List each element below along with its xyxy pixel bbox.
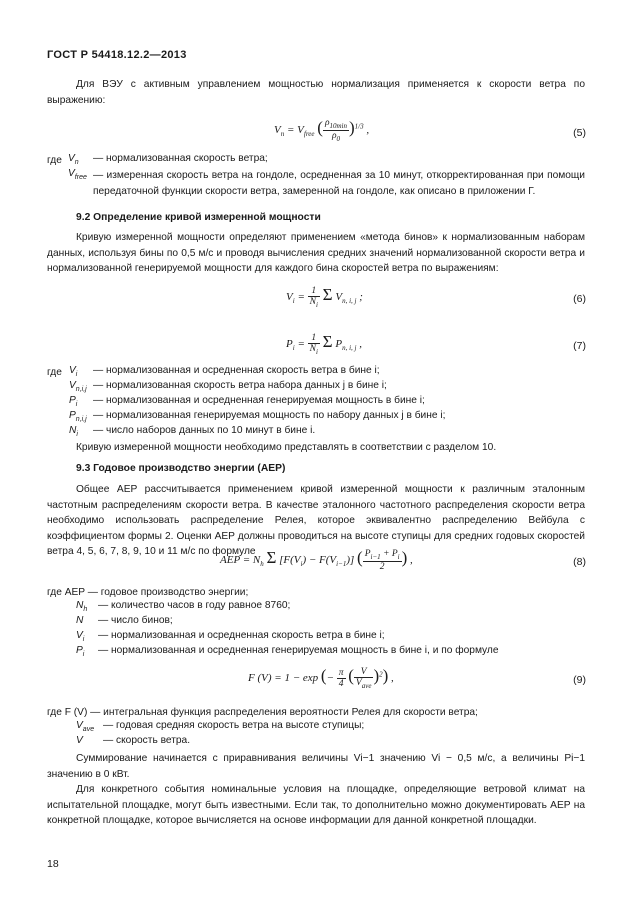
equation-9: F (V) = 1 − exp (− $\frac{\pi}{4}$ ( $\frac{V}{V_{ave}}$ )$^2$) , bbox=[248, 666, 394, 690]
section-9-3-paragraph: Общее AEP рассчитывается применением кривой измеренной мощности к различным эталонным частотным распределениям скорости ветра. В качестве эталонного частотного распределения скорости ветра необходимо использовать распределение Релея, которое эквивалентно распределению Вейбула с коэффициентом формы 2. Оценки AEP должны проводиться на высоте ступицы для средних годовых скоростей ветра 4, 5, 6, 7, 8, 9, 10 и 11 м/с по формуле bbox=[47, 484, 585, 557]
where-label-2: где bbox=[47, 367, 62, 378]
equation-7-number: (7) bbox=[573, 340, 586, 352]
where2-item-0: — нормализованная и осредненная скорость ветра в бине i; bbox=[93, 365, 380, 376]
section-9-2-heading: 9.2 Определение кривой измеренной мощности bbox=[76, 212, 321, 223]
symbol-v: V bbox=[76, 735, 83, 746]
where-label-1: где bbox=[47, 155, 62, 166]
symbol-pi-2: $P_i$ bbox=[76, 645, 85, 659]
equation-5-number: (5) bbox=[573, 127, 586, 139]
where2-item-4: — число наборов данных по 10 минут в бине i. bbox=[93, 425, 316, 436]
where2-item-1: — нормализованная скорость ветра набора данных j в бине i; bbox=[93, 380, 387, 391]
equation-6: $V_i$ = $\frac{1}{N_i}$ Σ $V_{n, i, j}$ ; bbox=[286, 285, 363, 309]
where4-item-0: — годовая средняя скорость ветра на высоте ступицы; bbox=[103, 720, 365, 731]
symbol-n: N bbox=[76, 615, 84, 626]
section-9-3-heading: 9.3 Годовое производство энергии (AEP) bbox=[76, 463, 286, 474]
where3-item-2: — нормализованная и осредненная скорость ветра в бине i; bbox=[98, 630, 385, 641]
section-9-2-paragraph: Кривую измеренной мощности определяют применением «метода бинов» к нормализованным наборам данных, используя бины по 0,5 м/с и проводя вычисления средних значений нормализованной скорости ветра и нормализованной генерируемой мощности для каждого бина скоростей ветра по выражениям: bbox=[47, 232, 585, 274]
symbol-ni: $N_i$ bbox=[69, 425, 78, 439]
where3-head: где AEP — годовое производство энергии; bbox=[47, 587, 249, 598]
intro-paragraph: Для ВЭУ с активным управлением мощностью нормализация применяется к скорости ветра по выражению: bbox=[47, 79, 585, 106]
symbol-vi: $V_i$ bbox=[69, 365, 78, 379]
page-number: 18 bbox=[47, 858, 59, 870]
final-paragraph: Для конкретного события номинальные условия на площадке, определяющие ветровой климат на испытательной площадке, могут быть известными. Если так, то дополнительно можно документировать AEP на конкретной площадке, которое вычисляется на основе информации для данной конкретной площадки. bbox=[47, 784, 585, 826]
section-9-2-note: Кривую измеренной мощности необходимо представлять в соответствии с разделом 10. bbox=[76, 442, 497, 453]
where3-item-3: — нормализованная и осредненная генерируемая мощность в бине i, и по формуле bbox=[98, 645, 499, 656]
where2-item-2: — нормализованная и осредненная генерируемая мощность в бине i; bbox=[93, 395, 425, 406]
where4-item-1: — скорость ветра. bbox=[103, 735, 191, 746]
symbol-pi: $P_i$ bbox=[69, 395, 78, 409]
symbol-vnij: $V_{n,i,j}$ bbox=[69, 380, 87, 394]
where1-item-1: — измеренная скорость ветра на гондоле, осредненная за 10 минут, откорректированная при помощи передаточной функции скорости ветра, замеренной на гондоле, как описано в приложении Г. bbox=[93, 170, 585, 197]
symbol-nh: $N_h$ bbox=[76, 600, 88, 614]
symbol-vave: $V_{ave}$ bbox=[76, 720, 95, 734]
equation-7: $P_i$ = $\frac{1}{N_i}$ Σ $P_{n, i, j}$ , bbox=[286, 332, 362, 356]
equation-5: $V_n = V_{free}$ ( $\frac{\rho_{10min}}{\rho_0}$ )$^{1/3}$ , bbox=[274, 118, 370, 143]
where3-item-0: — количество часов в году равное 8760; bbox=[98, 600, 291, 611]
equation-9-number: (9) bbox=[573, 674, 586, 686]
summation-paragraph: Суммирование начинается с приравнивания величины Vi−1 значению Vi − 0,5 м/с, а величины Pi−1 значению в 0 кВт. bbox=[47, 753, 585, 780]
symbol-vn: $V_n$ bbox=[68, 153, 79, 167]
equation-6-number: (6) bbox=[573, 293, 586, 305]
symbol-vfree: $V_{free}$ bbox=[68, 168, 87, 182]
where3-item-1: — число бинов; bbox=[98, 615, 173, 626]
equation-8: AEP = $N_h$ Σ $[F(V_i) - F(V_{i-1})]$ ( $\frac{P_{i-1} + P_i}{2}$ ) , bbox=[220, 548, 413, 572]
where4-head: где F (V) — интегральная функция распределения вероятности Релея для скорости ветра; bbox=[47, 707, 478, 718]
where1-item-0: — нормализованная скорость ветра; bbox=[93, 153, 268, 164]
equation-8-number: (8) bbox=[573, 556, 586, 568]
where2-item-3: — нормализованная генерируемая мощность по набору данных j в бине i; bbox=[93, 410, 446, 421]
standard-header: ГОСТ Р 54418.12.2—2013 bbox=[47, 49, 187, 61]
symbol-pnij: $P_{n,i,j}$ bbox=[69, 410, 87, 424]
symbol-vi-2: $V_i$ bbox=[76, 630, 85, 644]
